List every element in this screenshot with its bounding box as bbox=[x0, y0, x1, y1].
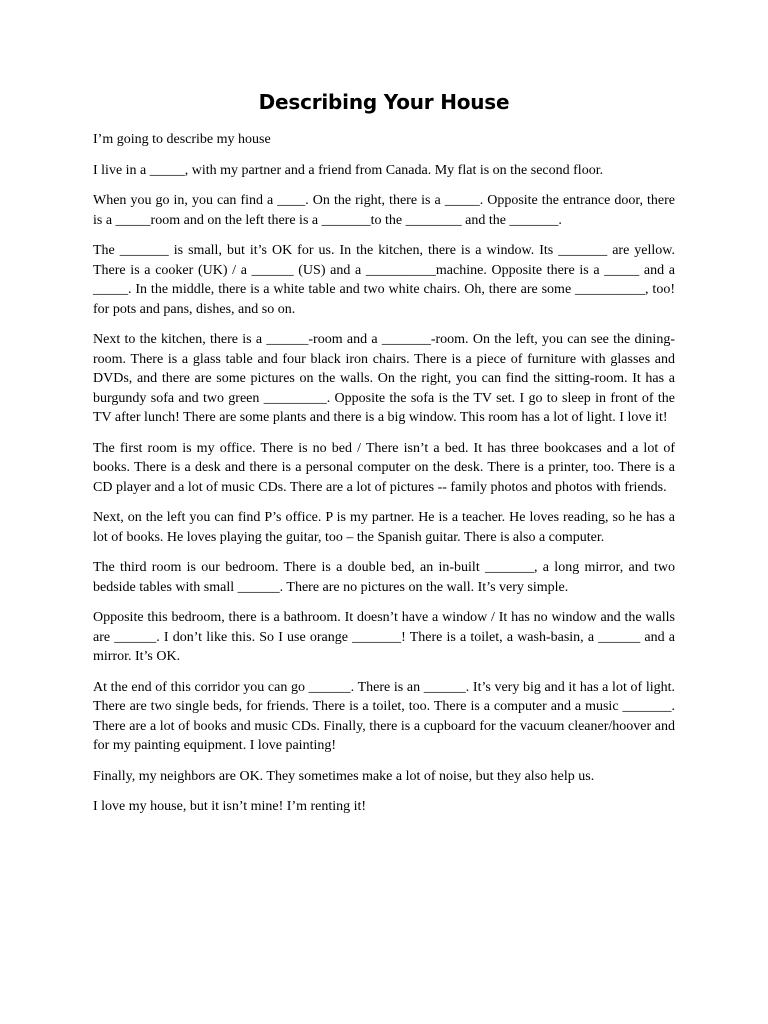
paragraph-bedroom: The third room is our bedroom. There is a double bed, an in-built _______, a long mirror, and two bedside tables with small ______. There are no pictures on the wall. It’s very simple. bbox=[93, 560, 675, 595]
paragraph-neighbors: Finally, my neighbors are OK. They sometimes make a lot of noise, but they also help us. bbox=[93, 768, 595, 784]
paragraph-corridor: At the end of this corridor you can go ______. There is an ______. It’s very big and it has a lot of light. There are two single beds, for friends. There is a toilet, too. There is a computer and a music _______. There are a lot of books and music CDs. Finally, there is a cupboard for the vacuum cleaner/hoover and for my painting equipment. I love painting! bbox=[93, 679, 675, 753]
paragraph-partner-office: Next, on the left you can find P’s office. P is my partner. He is a teacher. He loves reading, so he has a lot of books. He loves playing the guitar, too – the Spanish guitar. There is also a computer. bbox=[93, 510, 675, 545]
paragraph-flat: I live in a _____, with my partner and a friend from Canada. My flat is on the second floor. bbox=[93, 162, 604, 178]
paragraph-office: The first room is my office. There is no bed / There isn’t a bed. It has three bookcases and a lot of books. There is a desk and there is a personal computer on the desk. There is a printer, too. There is a CD player and a lot of music CDs. There are a lot of pictures -- family photos and photos with friends. bbox=[93, 440, 675, 495]
paragraph-entrance: When you go in, you can find a ____. On the right, there is a _____. Opposite the entrance door, there is a _____room and on the left there is a _______to the ________ and the _______. bbox=[93, 193, 675, 228]
paragraph-intro: I’m going to describe my house bbox=[93, 132, 271, 147]
document-title: Describing Your House bbox=[258, 90, 510, 114]
paragraph-dining-sitting-room: Next to the kitchen, there is a ______-room and a _______-room. On the left, you can see the dining-room. There is a glass table and four black iron chairs. There is a piece of furniture with glasses and DVDs, and there are some pictures on the walls. On the right, you can find the sitting-room. It has a burgundy sofa and two green _________. Opposite the sofa is the TV set. I go to sleep in front of the TV after lunch! There are some plants and there is a big window. This room has a lot of light. I love it! bbox=[93, 332, 675, 425]
paragraph-closing: I love my house, but it isn’t mine! I’m renting it! bbox=[93, 799, 367, 814]
paragraph-kitchen: The _______ is small, but it’s OK for us. In the kitchen, there is a window. Its _______ are yellow. There is a cooker (UK) / a ______ (US) and a __________machine. Opposite there is a _____ and a _____. In the middle, there is a white table and two white chairs. Oh, there are some __________, too! for pots and pans, dishes, and so on. bbox=[93, 243, 675, 317]
paragraph-bathroom: Opposite this bedroom, there is a bathroom. It doesn’t have a window / It has no window and the walls are ______. I don’t like this. So I use orange _______! There is a toilet, a wash-basin, a ______ and a mirror. It’s OK. bbox=[93, 610, 675, 664]
document-page bbox=[93, 88, 675, 828]
